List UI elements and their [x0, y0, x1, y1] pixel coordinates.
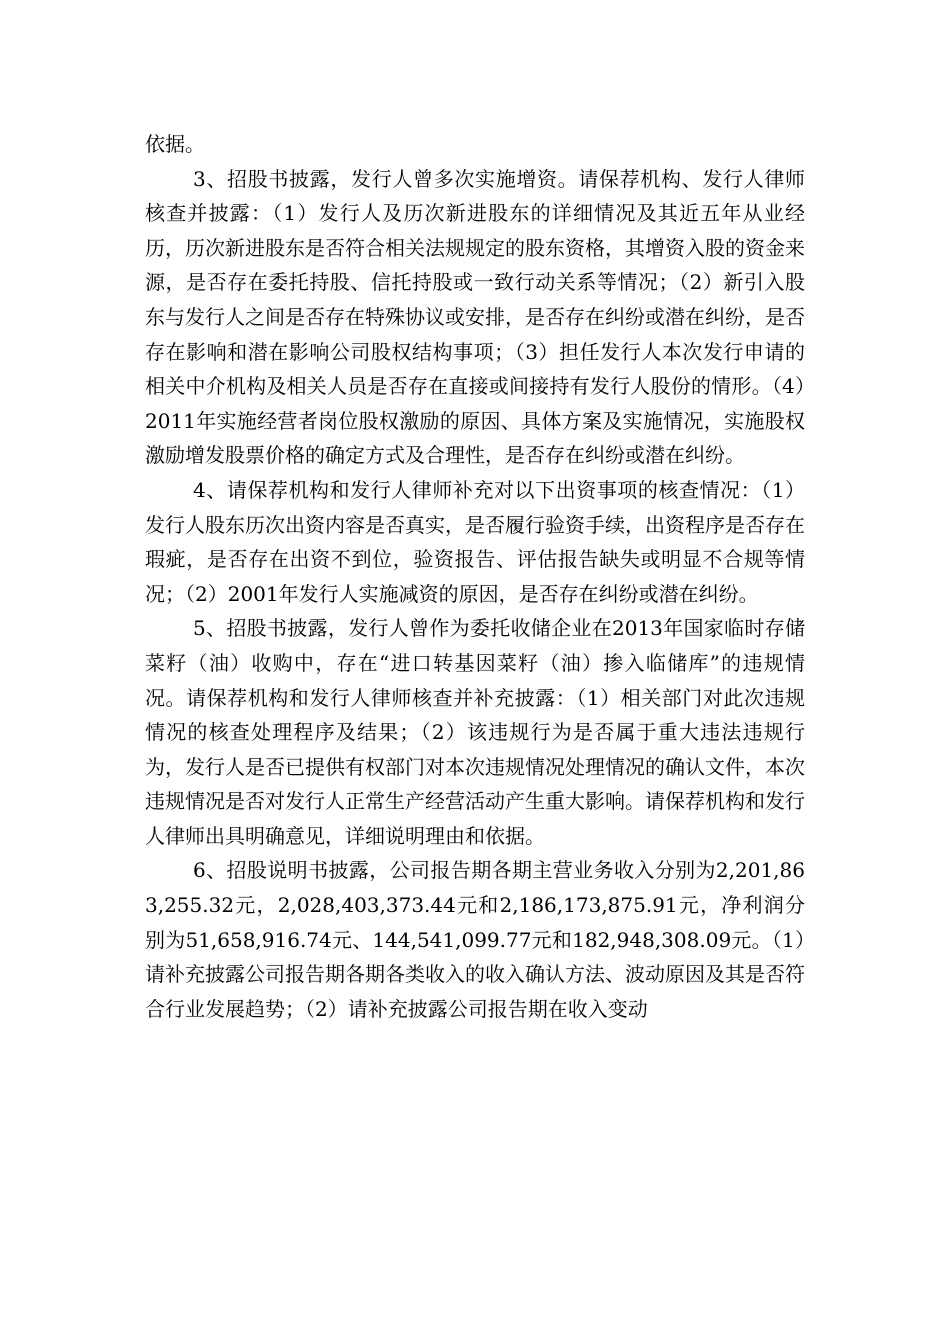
- paragraph-item-6: 6、招股说明书披露，公司报告期各期主营业务收入分别为2,201,863,255.32元，2,028,403,373.44元和2,186,173,875.91元，净利润分别为51,658,916.74元、144,541,099.77元和182,948,308.09元。（1）请补充披露公司报告期各期各类收入的收入确认方法、波动原因及其是否符合行业发展趋势；（2）请补充披露公司报告期在收入变动: [145, 858, 805, 1021]
- document-body: [145, 127, 805, 1026]
- paragraph-continuation: 依据。: [145, 132, 205, 156]
- paragraph-item-5: 5、招股书披露，发行人曾作为委托收储企业在2013年国家临时存储菜籽（油）收购中，存在“进口转基因菜籽（油）掺入临储库”的违规情况。请保荐机构和发行人律师核查并补充披露：（1）相关部门对此次违规情况的核查处理程序及结果；（2）该违规行为是否属于重大违法违规行为，发行人是否已提供有权部门对本次违规情况处理情况的确认文件，本次违规情况是否对发行人正常生产经营活动产生重大影响。请保荐机构和发行人律师出具明确意见，详细说明理由和依据。: [145, 616, 805, 848]
- paragraph-item-4: 4、请保荐机构和发行人律师补充对以下出资事项的核查情况：（1）发行人股东历次出资内容是否真实，是否履行验资手续，出资程序是否存在瑕疵，是否存在出资不到位，验资报告、评估报告缺失或明显不合规等情况；（2）2001年发行人实施减资的原因，是否存在纠纷或潜在纠纷。: [145, 477, 805, 606]
- paragraph-item-3: 3、招股书披露，发行人曾多次实施增资。请保荐机构、发行人律师核查并披露：（1）发行人及历次新进股东的详细情况及其近五年从业经历，历次新进股东是否符合相关法规规定的股东资格，其增资入股的资金来源，是否存在委托持股、信托持股或一致行动关系等情况；（2）新引入股东与发行人之间是否存在特殊协议或安排，是否存在纠纷或潜在纠纷，是否存在影响和潜在影响公司股权结构事项；（3）担任发行人本次发行申请的相关中介机构及相关人员是否存在直接或间接持有发行人股份的情形。（4）2011年实施经营者岗位股权激励的原因、具体方案及实施情况，实施股权激励增发股票价格的确定方式及合理性，是否存在纠纷或潜在纠纷。: [145, 166, 805, 468]
